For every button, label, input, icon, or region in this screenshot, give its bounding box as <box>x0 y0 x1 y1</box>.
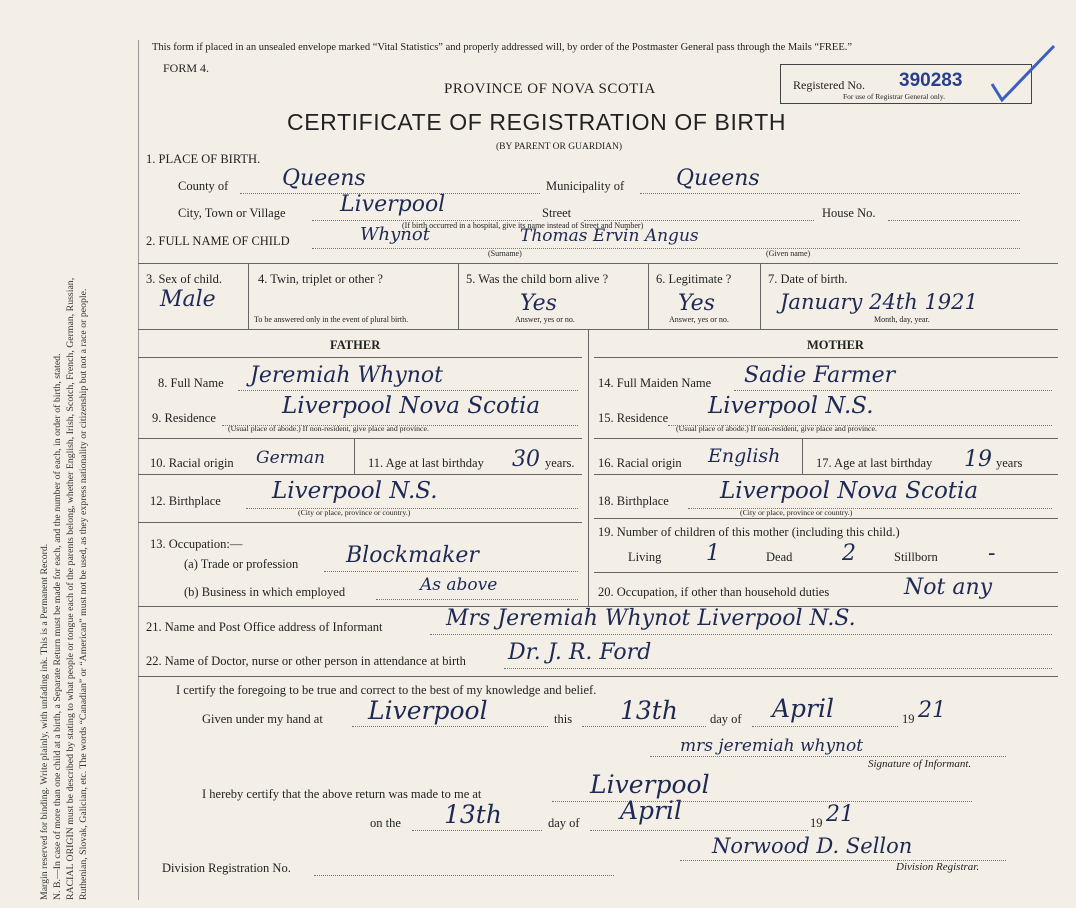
binding-margin-notes <box>38 40 90 900</box>
given-place: Liverpool <box>368 696 488 725</box>
born-alive-value: Yes <box>520 291 557 316</box>
mother-heading: MOTHER <box>807 338 864 352</box>
mother-age: 19 <box>964 447 992 472</box>
child-surname: Whynot <box>360 224 430 245</box>
father-birthplace-label: 12. Birthplace <box>150 494 221 508</box>
registrar-label: Division Registrar. <box>896 861 980 873</box>
dead-label: Dead <box>766 550 793 564</box>
legitimate-value: Yes <box>678 291 715 316</box>
father-residence-note: (Usual place of abode.) If non-resident, give place and province. <box>228 424 429 433</box>
street-label: Street <box>542 206 572 220</box>
margin-note-4: Ruthenian, Slovak, Galician, etc. The words “Canadian” or “American” must not be used, as they express nationality or citizenship but not a race or people. <box>78 288 89 900</box>
mother-birthplace: Liverpool Nova Scotia <box>720 478 979 504</box>
municipality-value: Queens <box>676 166 760 191</box>
father-occupation-label: 13. Occupation:— <box>150 537 243 551</box>
father-name: Jeremiah Whynot <box>250 363 444 388</box>
registered-label: Registered No. <box>793 78 865 92</box>
mother-occupation-label: 20. Occupation, if other than household duties <box>598 585 830 599</box>
father-residence: Liverpool Nova Scotia <box>282 393 541 419</box>
certificate-subtitle: (BY PARENT OR GUARDIAN) <box>496 142 623 152</box>
living-label: Living <box>628 550 662 564</box>
mother-residence-label: 15. Residence <box>598 411 669 425</box>
hospital-note: (If birth occurred in a hospital, give its name instead of Street and Number) <box>402 221 644 230</box>
father-trade: Blockmaker <box>346 543 479 568</box>
mother-racial-label: 16. Racial origin <box>598 456 682 470</box>
given-under-label: Given under my hand at <box>202 712 323 726</box>
father-age-label: 11. Age at last birthday <box>368 456 484 470</box>
father-business-label: (b) Business in which employed <box>184 585 346 599</box>
mother-birthplace-note: (City or place, province or country.) <box>740 508 853 517</box>
certificate-title: CERTIFICATE OF REGISTRATION OF BIRTH <box>287 109 787 135</box>
hereby-certify-text: I hereby certify that the above return was made to me at <box>202 787 482 801</box>
born-alive-label: 5. Was the child born alive ? <box>466 272 609 286</box>
check-mark-icon <box>990 44 1060 104</box>
father-residence-label: 9. Residence <box>152 411 216 425</box>
legitimate-label: 6. Legitimate ? <box>656 272 732 286</box>
twin-note: To be answered only in the event of plural birth. <box>254 315 409 324</box>
given-month: April <box>772 694 834 723</box>
county-value: Queens <box>282 166 366 191</box>
father-name-label: 8. Full Name <box>158 376 224 390</box>
father-birthplace-note: (City or place, province or country.) <box>298 508 411 517</box>
informant-signature-label: Signature of Informant. <box>868 758 972 770</box>
mother-years: years <box>996 456 1023 470</box>
stillborn-label: Stillborn <box>894 550 938 564</box>
sex-value: Male <box>160 287 216 312</box>
registered-number: 390283 <box>899 70 963 91</box>
mother-residence-note: (Usual place of abode.) If non-resident, give place and province. <box>676 424 877 433</box>
registration-month: April <box>620 796 682 825</box>
father-business: As above <box>420 575 498 595</box>
postal-notice: This form if placed in an unsealed envelope marked “Vital Statistics” and properly addressed will, by order of the Postmaster General pass through the Mails “FREE.” <box>152 42 853 53</box>
father-heading: FATHER <box>330 338 381 352</box>
province-heading: PROVINCE OF NOVA SCOTIA <box>444 81 656 97</box>
registered-note: For use of Registrar General only. <box>843 92 945 101</box>
reg-year-prefix: 19 <box>810 816 823 830</box>
registrar-signature: Norwood D. Sellon <box>712 834 913 858</box>
mother-racial: English <box>708 445 781 467</box>
margin-note-2: N. B.—In case of more than one child at a birth, a Separate Return must be made for each, and the number of each, in order of birth, stated. <box>52 353 63 900</box>
given-name-note: (Given name) <box>766 249 811 258</box>
father-years: years. <box>545 456 575 470</box>
registration-day: 13th <box>444 800 502 829</box>
doctor-label: 22. Name of Doctor, nurse or other person in attendance at birth <box>146 654 466 668</box>
legitimate-note: Answer, yes or no. <box>669 315 729 324</box>
form-number: FORM 4. <box>163 61 210 75</box>
city-label: City, Town or Village <box>178 206 286 220</box>
dob-label: 7. Date of birth. <box>768 272 848 286</box>
born-alive-note: Answer, yes or no. <box>515 315 575 324</box>
registration-place: Liverpool <box>590 770 710 799</box>
mother-birthplace-label: 18. Birthplace <box>598 494 669 508</box>
mother-occupation: Not any <box>904 575 993 600</box>
father-birthplace: Liverpool N.S. <box>272 478 438 504</box>
dead-value: 2 <box>842 541 856 566</box>
twin-label: 4. Twin, triplet or other ? <box>258 272 383 286</box>
father-trade-label: (a) Trade or profession <box>184 557 299 571</box>
given-day: 13th <box>620 696 678 725</box>
given-year-prefix: 19 <box>902 712 915 726</box>
father-age: 30 <box>512 447 540 472</box>
place-of-birth-heading: 1. PLACE OF BIRTH. <box>146 152 261 166</box>
mother-name: Sadie Farmer <box>744 363 896 388</box>
informant-value: Mrs Jeremiah Whynot Liverpool N.S. <box>446 606 856 631</box>
city-value: Liverpool <box>340 192 446 217</box>
living-value: 1 <box>706 541 720 566</box>
sex-label: 3. Sex of child. <box>146 272 223 286</box>
informant-label: 21. Name and Post Office address of Informant <box>146 620 383 634</box>
on-the-label: on the <box>370 816 401 830</box>
father-racial: German <box>256 448 325 468</box>
child-name-label: 2. FULL NAME OF CHILD <box>146 234 290 248</box>
child-given-names: Thomas Ervin Angus <box>520 226 699 246</box>
dob-note: Month, day, year. <box>874 315 930 324</box>
house-no-label: House No. <box>822 206 876 220</box>
registration-year: 21 <box>826 802 854 827</box>
dob-value: January 24th 1921 <box>780 290 978 314</box>
given-year: 21 <box>918 698 946 723</box>
father-racial-label: 10. Racial origin <box>150 456 234 470</box>
surname-note: (Surname) <box>488 249 522 258</box>
day-of-label: day of <box>710 712 742 726</box>
division-registration-label: Division Registration No. <box>162 861 291 875</box>
mother-children-label: 19. Number of children of this mother (including this child.) <box>598 525 900 539</box>
doctor-value: Dr. J. R. Ford <box>508 640 652 665</box>
certify-text: I certify the foregoing to be true and correct to the best of my knowledge and belief. <box>176 683 597 697</box>
mother-name-label: 14. Full Maiden Name <box>598 376 712 390</box>
mother-residence: Liverpool N.S. <box>708 393 874 419</box>
mother-age-label: 17. Age at last birthday <box>816 456 933 470</box>
municipality-label: Municipality of <box>546 179 625 193</box>
informant-signature: mrs jeremiah whynot <box>680 736 864 756</box>
margin-note-3: RACIAL ORIGIN must be described by stating to what people or tongue each of the parents belong, whether English, Irish, Scotch, French, German, Russian, <box>65 277 76 900</box>
reg-day-of-label: day of <box>548 816 580 830</box>
this-label: this <box>554 712 573 726</box>
county-label: County of <box>178 179 229 193</box>
stillborn-value: - <box>988 541 996 566</box>
margin-rule <box>138 40 139 900</box>
margin-note-1: Margin reserved for binding. Write plainly, with unfading ink. This is a Permanent Record. <box>39 543 50 900</box>
